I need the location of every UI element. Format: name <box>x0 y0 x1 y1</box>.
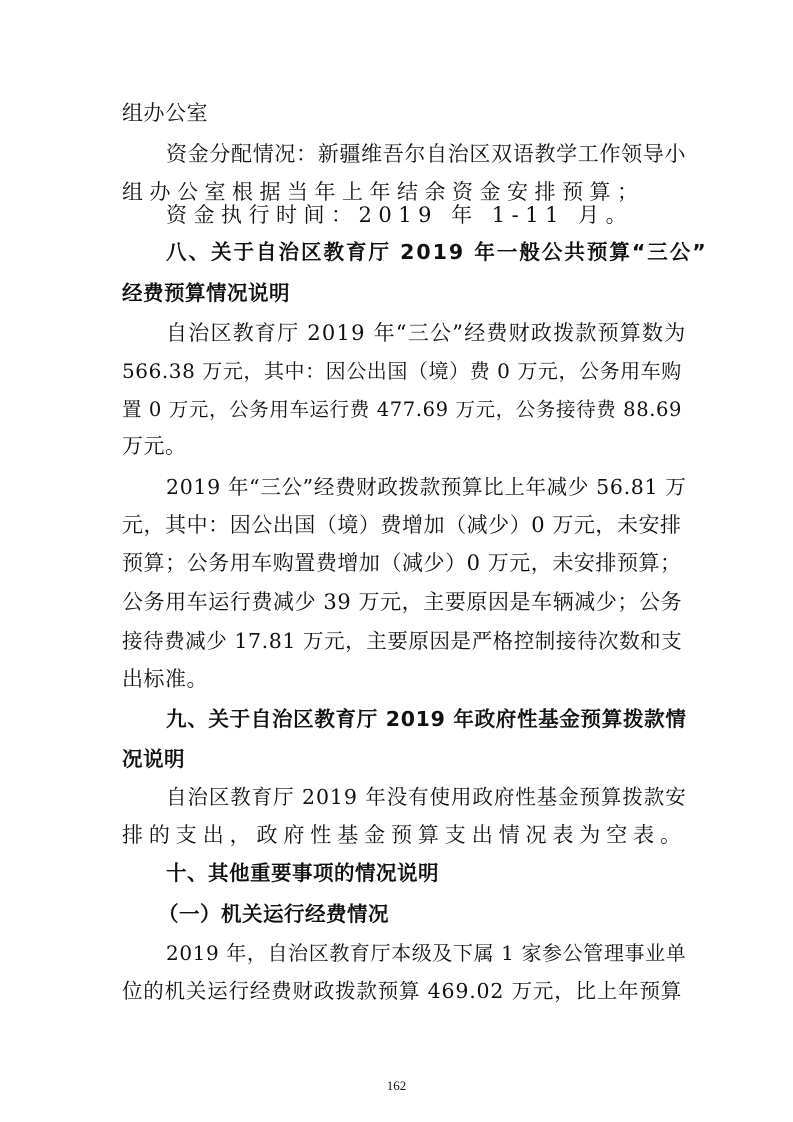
body-line-7: 自治区教育厅 2019 年“三公”经费财政拨款预算数为 <box>166 321 687 345</box>
section-heading-10: 十、其他重要事项的情况说明 <box>166 861 439 885</box>
section-heading-9: 九、关于自治区教育厅 2019 年政府性基金预算拨款情 <box>166 707 687 731</box>
body-line-12: 元，其中：因公出国（境）费增加（减少）0 万元，未安排 <box>122 513 682 537</box>
body-line-15: 接待费减少 17.81 万元，主要原因是严格控制接待次数和支 <box>122 629 683 653</box>
body-line-4: 资金执行时间：2019 年 1-11 月。 <box>166 203 634 227</box>
body-line-9: 置 0 万元，公务用车运行费 477.69 万元，公务接待费 88.69 <box>122 398 683 421</box>
body-line-11: 2019 年“三公”经费财政拨款预算比上年减少 56.81 万 <box>166 475 687 499</box>
body-line-10: 万元。 <box>122 434 187 458</box>
body-line-23: 2019 年，自治区教育厅本级及下属 1 家参公管理事业单 <box>166 941 687 965</box>
page-number: 162 <box>386 1078 407 1093</box>
body-line-24: 位的机关运行经费财政拨款预算 469.02 万元，比上年预算 <box>122 979 683 1003</box>
body-line-8: 566.38 万元，其中：因公出国（境）费 0 万元，公务用车购 <box>122 359 682 383</box>
body-line-19: 自治区教育厅 2019 年没有使用政府性基金预算拨款安 <box>166 785 687 809</box>
body-line-2: 资金分配情况：新疆维吾尔自治区双语教学工作领导小 <box>166 142 687 166</box>
body-line-3: 组办公室根据当年上年结余资金安排预算； <box>122 180 645 204</box>
section-heading-8-cont: 经费预算情况说明 <box>122 281 290 305</box>
body-line-16: 出标准。 <box>122 667 208 691</box>
section-heading-9-cont: 况说明 <box>122 747 185 771</box>
section-heading-8: 八、关于自治区教育厅 2019 年一般公共预算“三公” <box>166 240 708 264</box>
body-line-20: 排的支出，政府性基金预算支出情况表为空表。 <box>122 823 687 847</box>
body-line-14: 公务用车运行费减少 39 万元，主要原因是车辆减少；公务 <box>122 590 683 614</box>
body-line-1: 组办公室 <box>122 101 208 125</box>
subsection-heading-1: （一）机关运行经费情况 <box>158 902 389 926</box>
body-line-13: 预算；公务用车购置费增加（减少）0 万元，未安排预算； <box>122 551 682 575</box>
